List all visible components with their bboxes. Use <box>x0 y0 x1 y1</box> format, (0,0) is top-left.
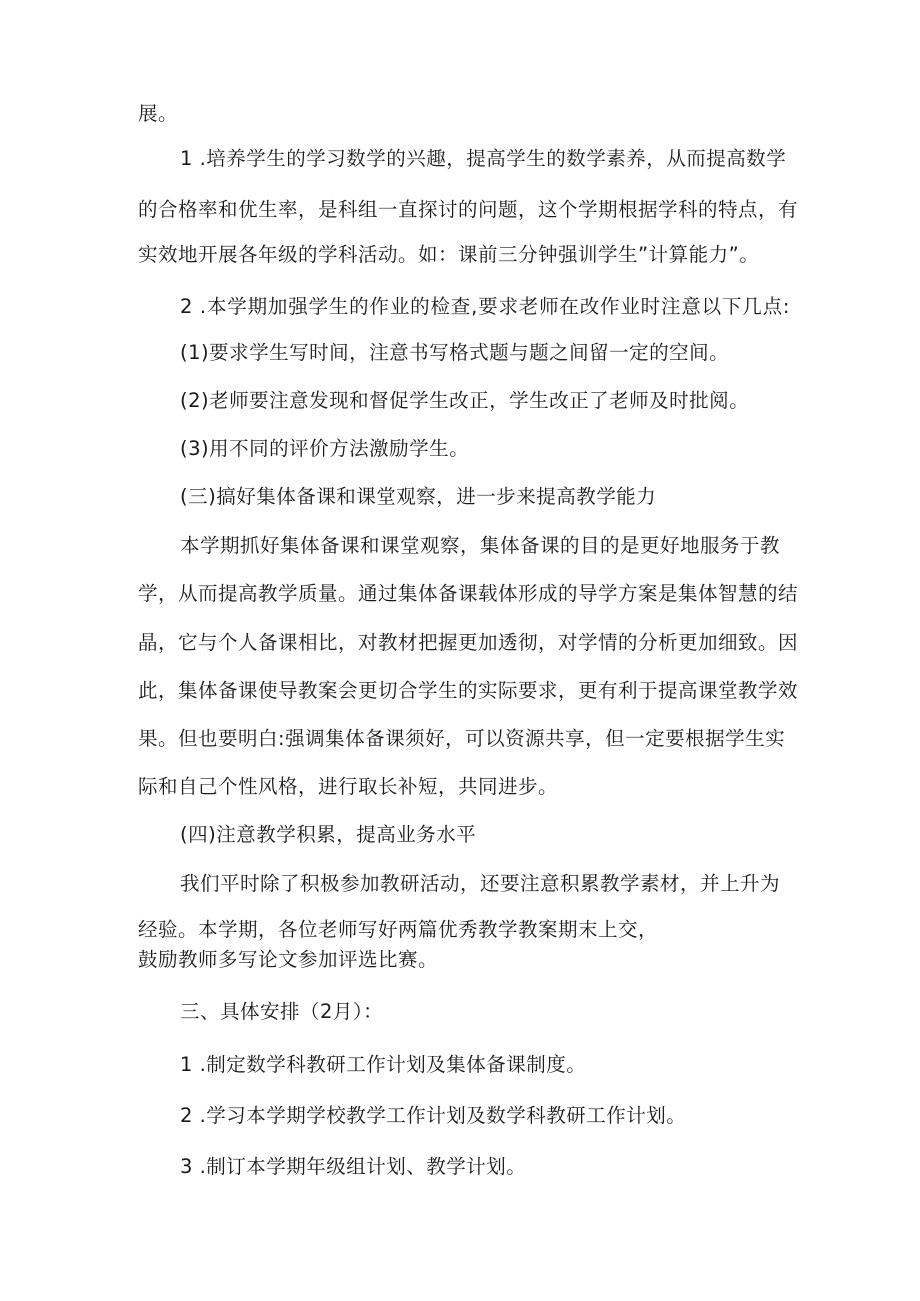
paragraph-line: 经验。本学期，各位老师写好两篇优秀教学教案期末上交， <box>138 918 659 941</box>
list-item-1: 1 .培养学生的学习数学的兴趣，提高学生的数学素养，从而提高数学 <box>180 147 787 170</box>
paragraph-line: 鼓励教师多写论文参加评选比赛。 <box>138 948 439 971</box>
text-line-continuation: 展。 <box>138 102 179 125</box>
paragraph-line: 此，集体备课使导教案会更切合学生的实际要求，更有利于提高课堂教学效 <box>138 679 799 702</box>
paragraph-line: 学，从而提高教学质量。通过集体备课载体形成的导学方案是集体智慧的结 <box>138 582 799 605</box>
section-heading-4: (四)注意教学积累，提高业务水平 <box>180 823 477 846</box>
section-heading-3: (三)搞好集体备课和课堂观察，进一步来提高教学能力 <box>180 485 657 508</box>
text-line: 的合格率和优生率，是科组一直探讨的问题，这个学期根据学科的特点，有 <box>138 198 799 221</box>
section-heading-schedule: 三、具体安排（2月）： <box>180 1000 384 1023</box>
paragraph-line: 际和自己个性风格，进行取长补短，共同进步。 <box>138 775 559 798</box>
paragraph-line: 果。但也要明白:强调集体备课须好，可以资源共享，但一定要根据学生实 <box>138 727 786 750</box>
sub-item-2: (2)老师要注意发现和督促学生改正，学生改正了老师及时批阅。 <box>180 389 750 412</box>
paragraph-line: 本学期抓好集体备课和课堂观察，集体备课的目的是更好地服务于教 <box>180 534 781 557</box>
list-item-2: 2 .本学期加强学生的作业的检查,要求老师在改作业时注意以下几点: <box>180 295 790 318</box>
schedule-item-2: 2 .学习本学期学校教学工作计划及数学科教研工作计划。 <box>180 1104 687 1127</box>
sub-item-1: (1)要求学生写时间，注意书写格式题与题之间留一定的空间。 <box>180 341 730 364</box>
paragraph-line: 晶，它与个人备课相比，对教材把握更加透彻，对学情的分析更加细致。因 <box>138 631 799 654</box>
sub-item-3: (3)用不同的评价方法激励学生。 <box>180 437 470 460</box>
paragraph-line: 我们平时除了积极参加教研活动，还要注意积累教学素材，并上升为 <box>180 872 781 895</box>
schedule-item-1: 1 .制定数学科教研工作计划及集体备课制度。 <box>180 1053 587 1076</box>
text-line: 实效地开展各年级的学科活动。如：课前三分钟强训学生”计算能力”。 <box>138 243 760 266</box>
schedule-item-3: 3 .制订本学期年级组计划、教学计划。 <box>180 1155 527 1178</box>
